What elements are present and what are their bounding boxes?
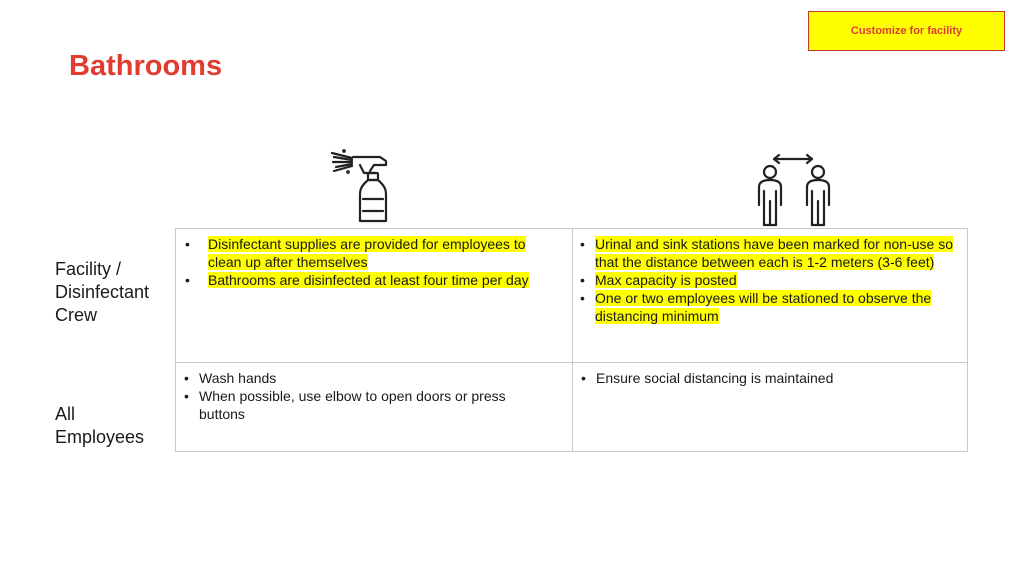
list-item	[573, 289, 968, 325]
list-item-text: Disinfectant supplies are provided for employees to clean up after themselves	[208, 236, 526, 270]
list-item-text: Urinal and sink stations have been marked for non-use so that the distance between each is 1-2 meters (3-6 feet)	[595, 236, 953, 270]
page-title: Bathrooms	[69, 50, 223, 82]
list-item-text: When possible, use elbow to open doors or press buttons	[199, 388, 506, 422]
cell-employees-distancing	[573, 363, 968, 452]
bullet-list	[573, 369, 968, 387]
list-item	[573, 369, 968, 387]
bullet-list	[176, 369, 572, 423]
list-item-text: Bathrooms are disinfected at least four time per day	[208, 272, 529, 288]
list-item-text: Wash hands	[199, 370, 277, 386]
list-item	[573, 235, 968, 271]
list-item-text: One or two employees will be stationed to observe the distancing minimum	[595, 290, 932, 324]
bullet-list	[573, 235, 968, 325]
list-item	[176, 235, 572, 271]
cell-crew-distancing	[573, 229, 968, 362]
spray-bottle-icon	[330, 147, 394, 225]
list-item	[176, 271, 572, 289]
social-distance-icon	[752, 153, 836, 227]
list-item-text: Max capacity is posted	[595, 272, 737, 288]
cell-crew-disinfection	[176, 229, 572, 362]
list-item-text: Ensure social distancing is maintained	[596, 370, 834, 386]
customize-badge-label: Customize for facility	[850, 25, 963, 37]
responsibility-table	[175, 228, 968, 452]
list-item	[573, 271, 968, 289]
list-item	[176, 387, 572, 423]
row-label-all-employees: All Employees	[55, 404, 145, 447]
row-label-facility-crew: Facility / Disinfectant Crew	[55, 259, 150, 325]
cell-employees-hygiene	[176, 363, 572, 452]
customize-for-facility-badge	[808, 11, 1005, 51]
list-item	[176, 369, 572, 387]
bullet-list	[176, 235, 572, 289]
